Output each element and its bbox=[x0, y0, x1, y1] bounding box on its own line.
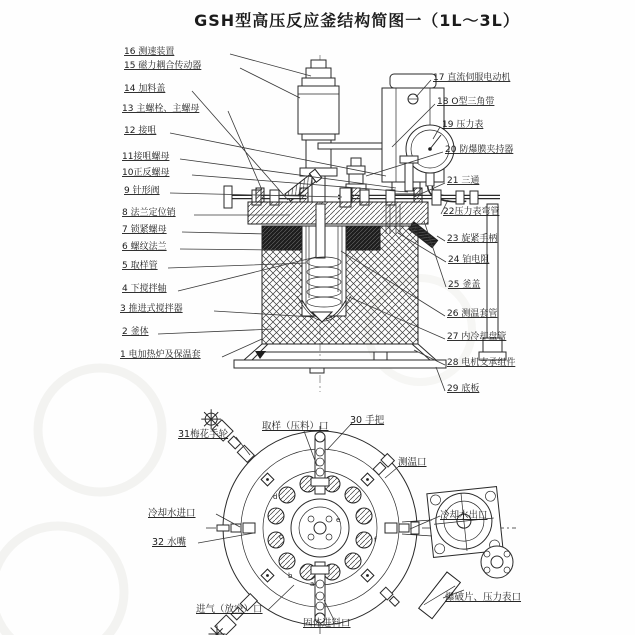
right-label-column bbox=[433, 71, 515, 394]
label-right-27: 27 内冷却盘管 bbox=[447, 332, 507, 342]
label-left-14: 14 加料盖 bbox=[124, 84, 166, 94]
label-right-26: 26 测温套管 bbox=[447, 309, 498, 319]
label-right-18: 18 O型三角带 bbox=[437, 97, 495, 107]
label-left-3: 3 推进式搅拌器 bbox=[120, 304, 183, 314]
label-left-4: 4 下搅拌轴 bbox=[122, 284, 167, 294]
stand-and-base bbox=[234, 344, 446, 373]
left-label-column bbox=[120, 45, 201, 360]
label-right-29: 29 底板 bbox=[447, 384, 480, 394]
label-left-15: 15 磁力耦合传动器 bbox=[124, 61, 202, 71]
label-right-19: 19 压力表 bbox=[442, 120, 484, 130]
label-left-16: 16 测速装置 bbox=[124, 47, 175, 57]
label-right-17: 17 直流伺服电动机 bbox=[433, 73, 511, 83]
label-water-nozzle-32: 32 水嘴 bbox=[152, 537, 187, 548]
label-handle-30: 30 手把 bbox=[350, 415, 385, 426]
label-cooling-outlet: 冷却水出口 bbox=[440, 510, 488, 521]
label-right-21: 21 三通 bbox=[447, 176, 480, 186]
label-temp-port: 测温口 bbox=[398, 457, 427, 468]
label-left-2: 2 釜体 bbox=[122, 327, 149, 337]
label-right-23: 23 旋紧手柄 bbox=[447, 234, 498, 244]
label-left-6: 6 螺纹法兰 bbox=[122, 242, 167, 252]
label-left-9: 9 针形阀 bbox=[124, 186, 160, 196]
label-right-25: 25 釜盖 bbox=[448, 280, 481, 290]
label-left-7: 7 锁紧螺母 bbox=[122, 225, 167, 235]
port-letter-d: d bbox=[273, 493, 278, 501]
port-letter-c: c bbox=[279, 533, 283, 541]
stirrer-shaft bbox=[316, 204, 325, 258]
support-bracket bbox=[374, 352, 387, 360]
label-left-13: 13 主螺栓、主螺母 bbox=[122, 104, 200, 114]
vessel-body bbox=[262, 204, 418, 344]
label-right-20: 20 防爆膜夹持器 bbox=[445, 145, 514, 155]
label-left-5: 5 取样管 bbox=[122, 261, 158, 271]
lid-hub bbox=[291, 499, 349, 557]
label-right-24: 24 铂电阻 bbox=[448, 255, 490, 265]
label-left-1: 1 电加热炉及保温套 bbox=[120, 350, 201, 360]
label-left-12: 12 接咀 bbox=[124, 126, 157, 136]
label-solid-feed: 固体进料口 bbox=[303, 618, 351, 629]
cooling-outlet-port bbox=[385, 522, 419, 534]
label-cooling-inlet: 冷却水进口 bbox=[148, 508, 196, 519]
label-gas-inlet-vent: 进气（放空）口 bbox=[196, 604, 263, 615]
port-letter-f: f bbox=[374, 536, 377, 544]
base-plate bbox=[234, 360, 446, 368]
port-letter-a: a bbox=[310, 580, 315, 588]
label-plum-handwheel-31: 31梅花手轮 bbox=[178, 429, 229, 440]
port-letter-b: b bbox=[288, 572, 293, 580]
label-right-28: 28 电机支承组件 bbox=[447, 358, 516, 368]
label-rupture-disc: 爆破片、压力表口 bbox=[445, 592, 522, 603]
label-right-22: 22压力表弯管 bbox=[443, 207, 500, 217]
label-sampling-port: 取样（压料）口 bbox=[262, 421, 329, 432]
valve-handle bbox=[400, 156, 418, 163]
label-left-10: 10正反螺母 bbox=[122, 168, 170, 178]
lock-nut-packing bbox=[262, 226, 302, 250]
diagram-title: GSH型高压反应釜结构简图一（1L～3L） bbox=[194, 11, 520, 30]
label-left-8: 8 法兰定位销 bbox=[122, 208, 176, 218]
port-letter-e: e bbox=[336, 516, 341, 524]
label-left-11: 11接咀螺母 bbox=[122, 152, 170, 162]
motor-flange bbox=[481, 546, 513, 578]
